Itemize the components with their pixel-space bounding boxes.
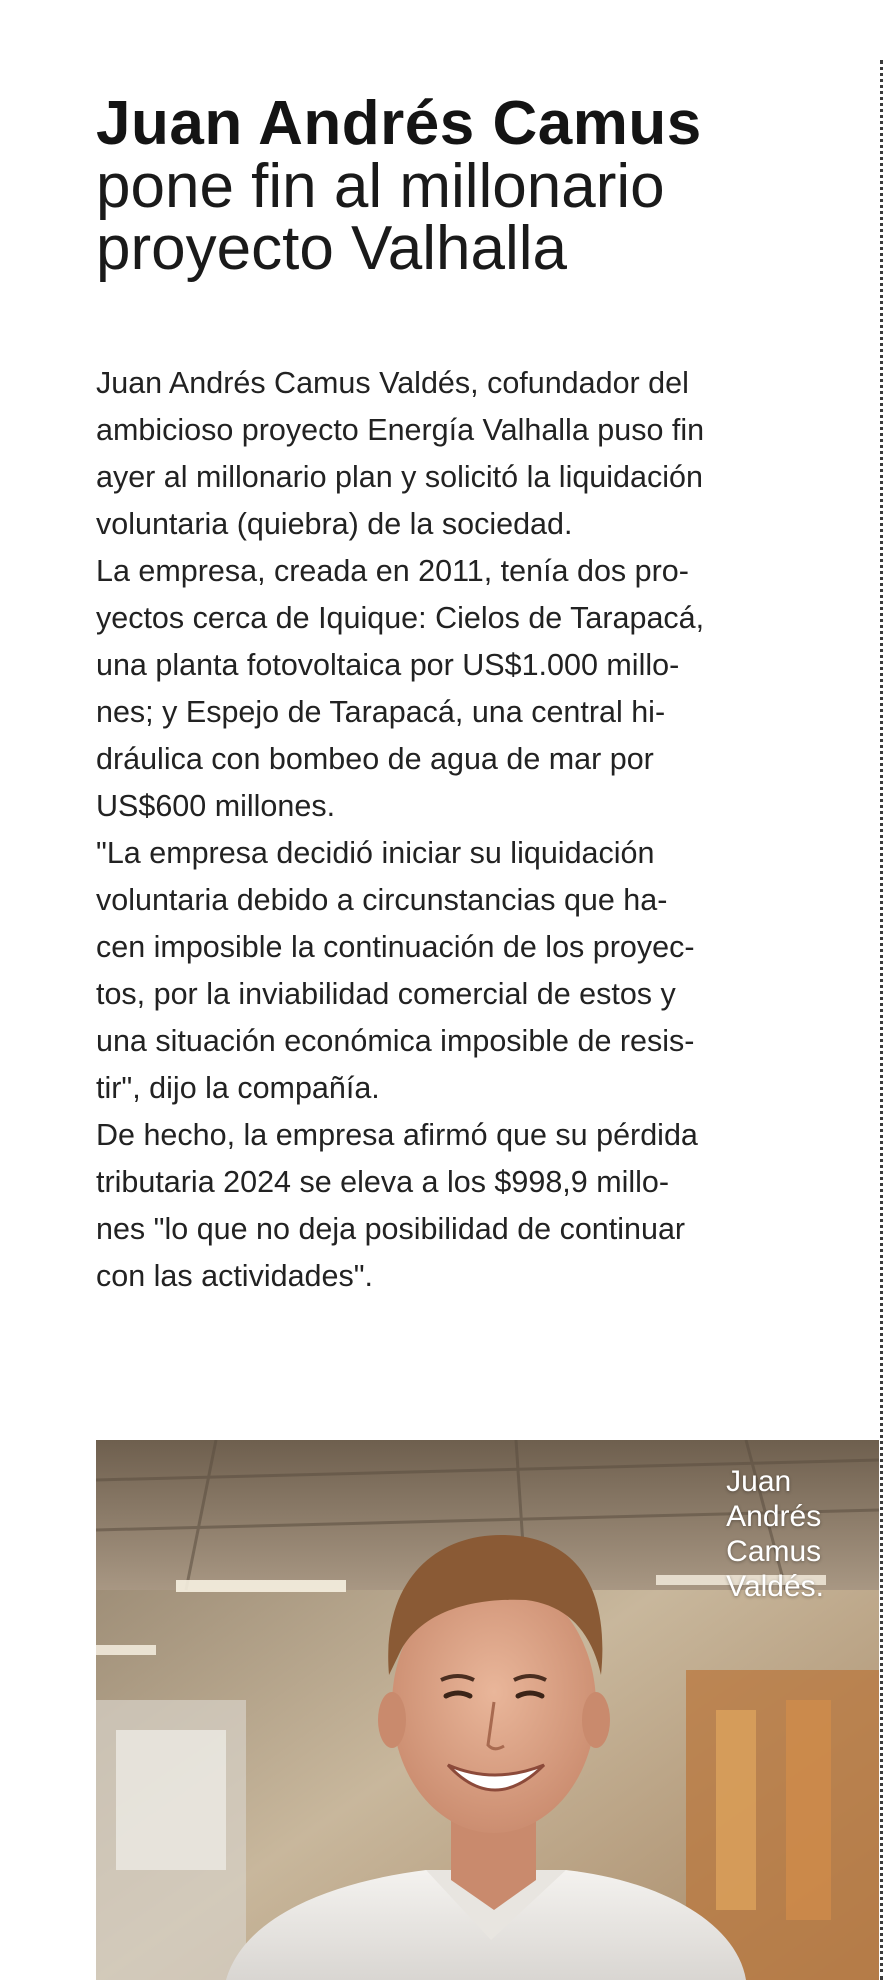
text-line: Juan Andrés Camus Valdés, cofundador del	[96, 366, 689, 400]
article-headline	[96, 89, 866, 283]
text-line: con las actividades".	[96, 1259, 374, 1293]
paragraph-1	[96, 360, 856, 548]
text-line: una planta fotovoltaica por US$1.000 millo-	[96, 648, 680, 682]
headline-line: proyecto Valhalla	[96, 214, 568, 283]
text-line: ambicioso proyecto Energía Valhalla puso fin	[96, 413, 705, 447]
text-line: dráulica con bombeo de agua de mar por	[96, 742, 654, 776]
paragraph-4	[96, 1112, 856, 1300]
caption-line: Andrés	[726, 1500, 822, 1533]
text-line: una situación económica imposible de resis-	[96, 1024, 695, 1058]
photo-caption	[726, 1464, 824, 1604]
text-line: ayer al millonario plan y solicitó la liquidación	[96, 460, 703, 494]
text-line: tos, por la inviabilidad comercial de estos y	[96, 977, 676, 1011]
paragraph-3-quote	[96, 830, 856, 1112]
text-line: yectos cerca de Iquique: Cielos de Tarapacá,	[96, 601, 705, 635]
text-line: De hecho, la empresa afirmó que su pérdida	[96, 1118, 698, 1152]
text-line: nes; y Espejo de Tarapacá, una central hi-	[96, 695, 666, 729]
paragraph-2	[96, 548, 856, 830]
text-line: "La empresa decidió iniciar su liquidación	[96, 836, 655, 870]
text-line: tributaria 2024 se eleva a los $998,9 millo-	[96, 1165, 670, 1199]
text-line: voluntaria debido a circunstancias que ha-	[96, 883, 668, 917]
text-line: voluntaria (quiebra) de la sociedad.	[96, 507, 573, 541]
headline-bold: Juan Andrés Camus	[96, 89, 702, 158]
text-line: nes "lo que no deja posibilidad de continuar	[96, 1212, 686, 1246]
text-line: cen imposible la continuación de los proyec-	[96, 930, 695, 964]
text-line: US$600 millones.	[96, 789, 336, 823]
article-body	[96, 360, 856, 1300]
portrait-photo	[96, 1440, 879, 1980]
caption-line: Juan	[726, 1465, 792, 1498]
headline-line: pone fin al millonario	[96, 152, 665, 221]
text-line: tir", dijo la compañía.	[96, 1071, 380, 1105]
caption-line: Valdés.	[726, 1570, 824, 1603]
text-line: La empresa, creada en 2011, tenía dos pro-	[96, 554, 689, 588]
caption-line: Camus	[726, 1535, 822, 1568]
column-divider	[880, 60, 883, 1980]
